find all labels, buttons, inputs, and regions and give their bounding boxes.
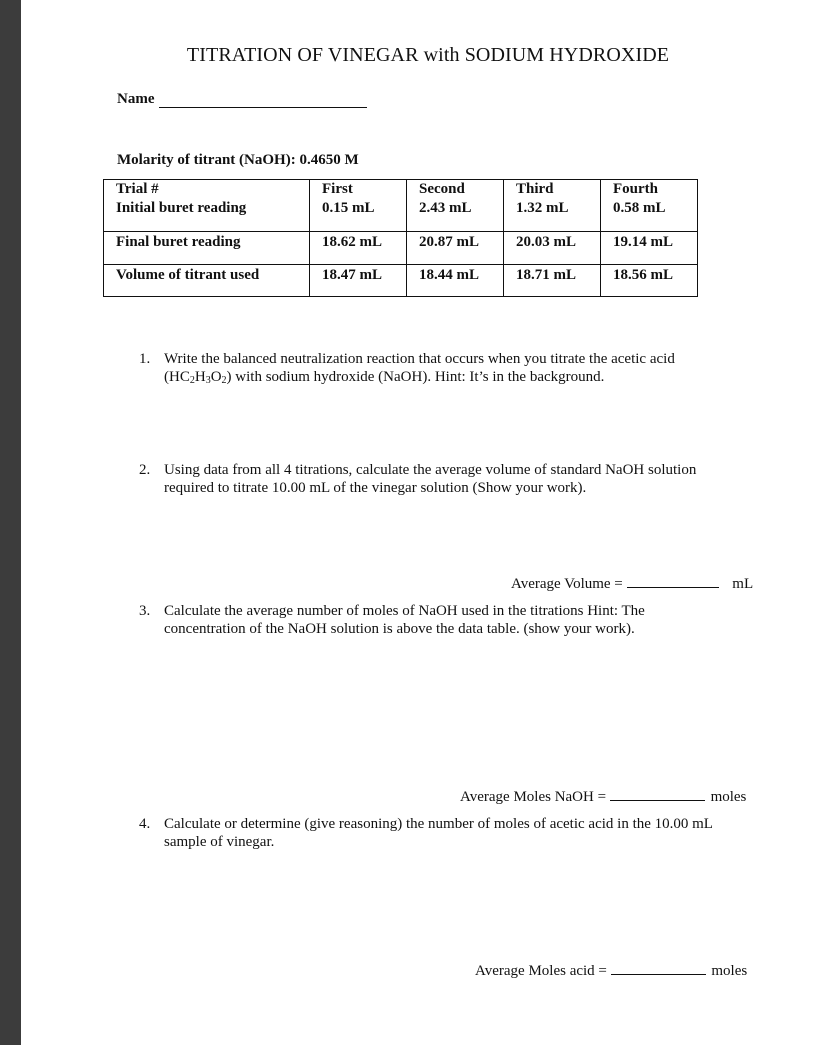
molarity-value: 0.4650 M — [299, 152, 359, 168]
table-cell: 1.32 mL — [504, 199, 601, 232]
table-cell: 2.43 mL — [407, 199, 504, 232]
answer-label: Average Moles NaOH = — [460, 789, 607, 805]
table-cell: 18.56 mL — [601, 265, 698, 297]
titration-data-table — [103, 179, 698, 297]
average-volume-answer — [511, 574, 753, 593]
table-cell: 18.47 mL — [310, 265, 407, 297]
question-4 — [139, 815, 779, 851]
question-text-line-1: Calculate or determine (give reasoning) the number of moles of acetic acid in the 10.00 mL — [164, 816, 713, 832]
left-margin-bar — [0, 0, 21, 1045]
table-cell: 19.14 mL — [601, 232, 698, 265]
question-number: 2. — [139, 462, 151, 478]
answer-unit: moles — [711, 963, 748, 979]
question-text-line-2: concentration of the NaOH solution is above the data table. (show your work). — [164, 621, 635, 637]
header-cell: First — [310, 180, 407, 200]
question-number: 4. — [139, 816, 151, 832]
name-row — [117, 91, 367, 108]
table-cell: 0.15 mL — [310, 199, 407, 232]
answer-blank[interactable] — [627, 574, 719, 588]
average-moles-acid-answer — [475, 961, 747, 980]
molarity-line — [117, 152, 359, 169]
question-text-line-1: Write the balanced neutralization reaction that occurs when you titrate the acetic acid — [164, 351, 675, 367]
answer-blank[interactable] — [610, 787, 705, 801]
question-text-line-2: required to titrate 10.00 mL of the vinegar solution (Show your work). — [164, 480, 587, 496]
table-row — [104, 199, 698, 232]
table-cell: 20.03 mL — [504, 232, 601, 265]
answer-label: Average Volume = — [511, 576, 623, 592]
table-cell: 18.71 mL — [504, 265, 601, 297]
header-cell: Trial # — [104, 180, 310, 200]
table-cell: 20.87 mL — [407, 232, 504, 265]
molarity-label: Molarity of titrant (NaOH): — [117, 152, 296, 168]
answer-unit: mL — [732, 576, 754, 592]
table-cell: 0.58 mL — [601, 199, 698, 232]
table-row — [104, 232, 698, 265]
page-title: TITRATION OF VINEGAR with SODIUM HYDROXIDE — [186, 44, 670, 66]
table-row — [104, 265, 698, 297]
table-cell: 18.62 mL — [310, 232, 407, 265]
row-label: Initial buret reading — [104, 199, 310, 232]
worksheet-page — [21, 0, 835, 1045]
question-2 — [139, 461, 779, 497]
answer-unit: moles — [710, 789, 747, 805]
question-number: 1. — [139, 351, 151, 367]
header-cell: Third — [504, 180, 601, 200]
question-number: 3. — [139, 603, 151, 619]
table-cell: 18.44 mL — [407, 265, 504, 297]
header-cell: Second — [407, 180, 504, 200]
average-moles-naoh-answer — [460, 787, 746, 806]
question-text-line-1: Using data from all 4 titrations, calculate the average volume of standard NaOH solution — [164, 462, 697, 478]
row-label: Final buret reading — [104, 232, 310, 265]
name-label: Name — [117, 91, 155, 107]
header-cell: Fourth — [601, 180, 698, 200]
table-header-row — [104, 180, 698, 200]
question-1 — [139, 350, 779, 386]
question-3 — [139, 602, 779, 638]
name-blank[interactable] — [159, 93, 367, 108]
row-label: Volume of titrant used — [104, 265, 310, 297]
answer-label: Average Moles acid = — [475, 963, 607, 979]
question-text-line-2: sample of vinegar. — [164, 834, 275, 850]
question-text-line-2: $(HC_2H_3O_2)$ with sodium hydroxide (NaOH). Hint: It’s in the background. — [164, 369, 605, 386]
question-text-line-1: Calculate the average number of moles of NaOH used in the titrations Hint: The — [164, 603, 645, 619]
answer-blank[interactable] — [611, 961, 706, 975]
